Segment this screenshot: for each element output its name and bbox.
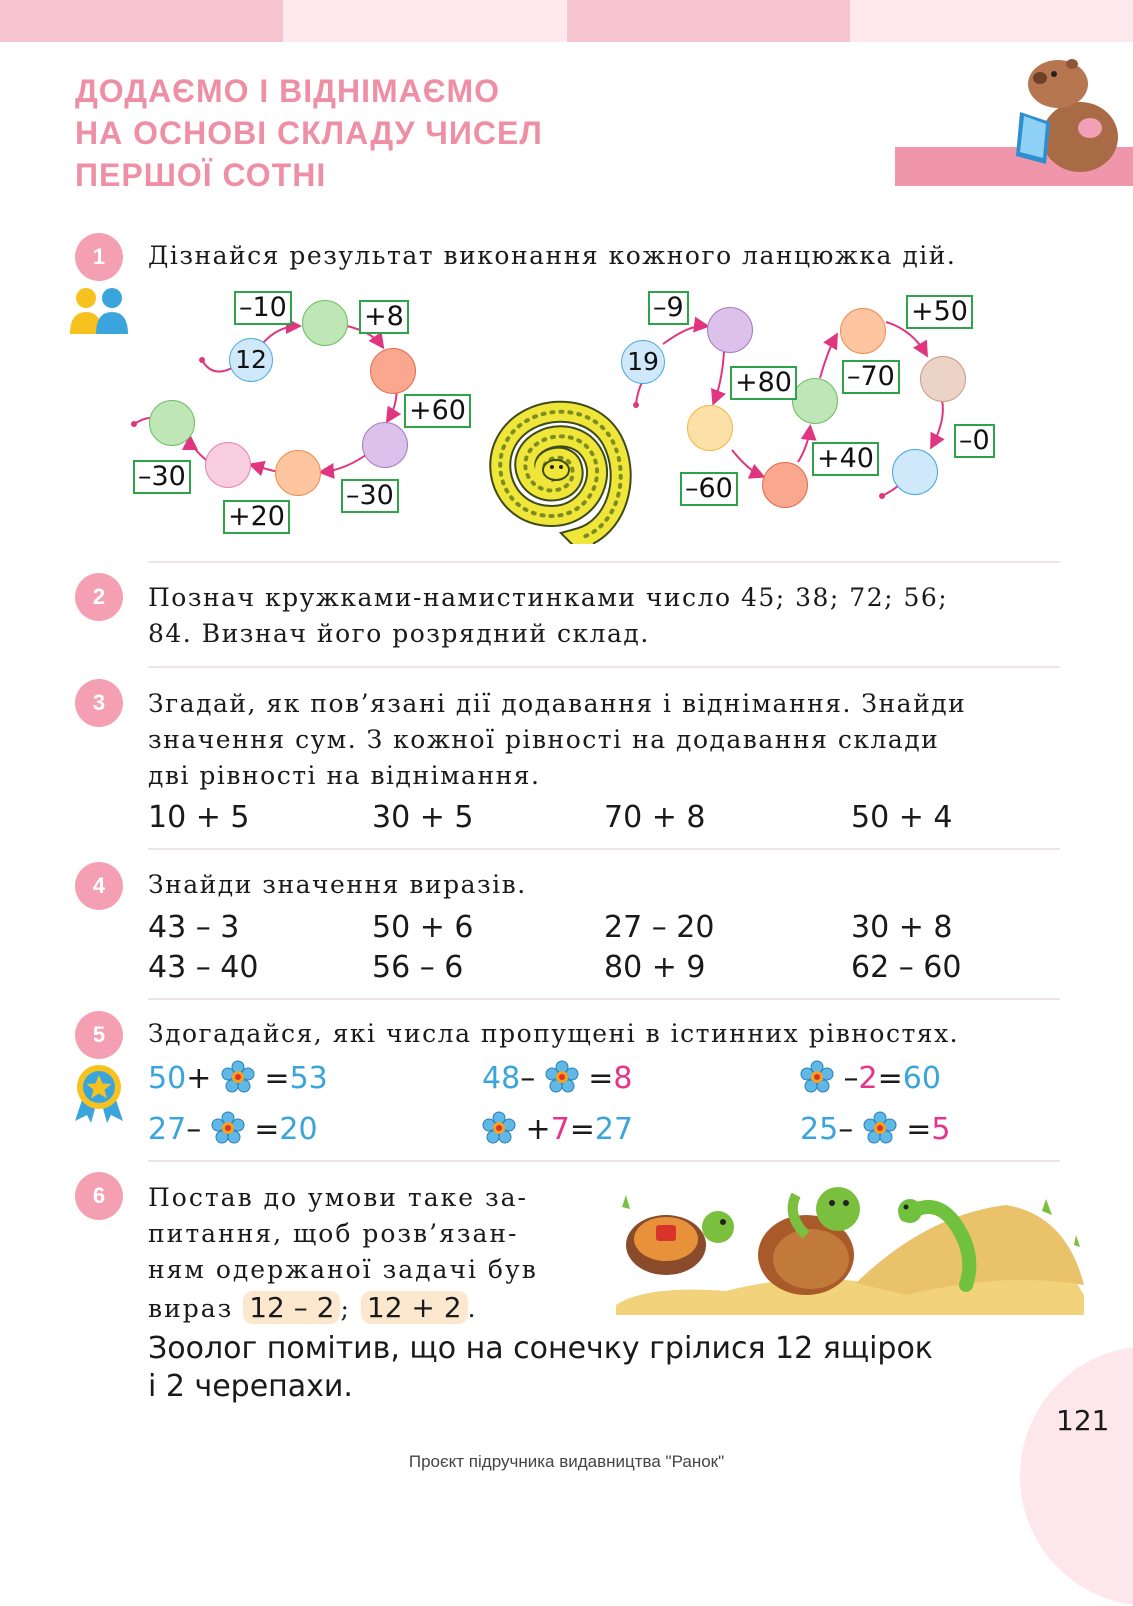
divider (148, 848, 1060, 850)
task6-line: Постав до умови таке за- (148, 1183, 528, 1212)
task6-line: питання, щоб розв’язан- (148, 1219, 519, 1248)
chain2-operation: +50 (906, 295, 973, 329)
semicolon: ; (340, 1294, 351, 1323)
title-line: НА ОСНОВІ СКЛАДУ ЧИСЕЛ (75, 115, 543, 151)
eq-equals: = (264, 1061, 290, 1096)
missing-number-equation (482, 1111, 633, 1147)
eq-equals: = (569, 1112, 595, 1147)
task-number-4: 4 (75, 862, 123, 910)
eq-operator: – (520, 1061, 536, 1096)
flower-blank-icon[interactable] (482, 1111, 516, 1145)
eq-operand: 7 (550, 1112, 570, 1147)
task-number-5: 5 (75, 1011, 123, 1059)
eq-equals: = (877, 1061, 903, 1096)
chain2-operation: –0 (954, 424, 995, 458)
chain2-operation: +80 (730, 366, 797, 400)
divider (148, 1160, 1060, 1162)
snake-illustration (476, 388, 634, 544)
eq-equals: = (588, 1061, 614, 1096)
task-number-1: 1 (75, 233, 123, 281)
task-number-2: 2 (75, 573, 123, 621)
task4-expression: 80 + 9 (604, 950, 706, 985)
task4-expression: 43 – 40 (148, 950, 259, 985)
eq-result: 20 (279, 1112, 318, 1147)
chain1-operation: –30 (341, 479, 399, 513)
flower-blank-icon[interactable] (211, 1111, 245, 1145)
eq-equals: = (906, 1112, 932, 1147)
eq-operator: – (843, 1061, 859, 1096)
task3-expression: 30 + 5 (372, 800, 474, 835)
title-line: ДОДАЄМО І ВІДНІМАЄМО (75, 73, 501, 109)
task3-expression: 50 + 4 (851, 800, 953, 835)
chain1-answer-circle[interactable] (149, 400, 195, 446)
expression-highlight: 12 – 2 (243, 1291, 340, 1324)
chain1-answer-circle[interactable] (302, 300, 348, 346)
task3-text (148, 686, 966, 794)
eq-result: 27 (594, 1112, 634, 1147)
page-corner-decoration (1020, 1346, 1133, 1606)
eq-equals: = (254, 1112, 280, 1147)
chain2-operation: –70 (842, 360, 900, 394)
chain2-operation: –9 (648, 291, 689, 325)
medal-star-icon (73, 1063, 125, 1123)
task4-expression: 30 + 8 (851, 910, 953, 945)
task4-expression: 27 – 20 (604, 910, 715, 945)
task3-line: Згадай, як пов’язані дії додавання і віднімання. Знайди (148, 689, 967, 718)
chain1-answer-circle[interactable] (275, 450, 321, 496)
chain2-answer-circle[interactable] (920, 356, 966, 402)
chain1-operation: +8 (359, 300, 409, 334)
task3-expression: 10 + 5 (148, 800, 250, 835)
chain1-operation: –10 (234, 291, 292, 325)
eq-result: 53 (289, 1061, 328, 1096)
eq-operator: + (525, 1112, 551, 1147)
chain2-operation: +40 (812, 442, 879, 476)
task3-expression: 70 + 8 (604, 800, 706, 835)
page-number: 121 (1056, 1404, 1110, 1437)
chain1-operation: –30 (133, 460, 191, 494)
eq-operand: 48 (482, 1061, 521, 1096)
task6-text (148, 1180, 538, 1327)
flower-blank-icon[interactable] (545, 1060, 579, 1094)
eq-operand: 50 (148, 1061, 187, 1096)
turtles-lizard-illustration (606, 1175, 1086, 1315)
task2-text (148, 580, 948, 652)
task4-expression: 56 – 6 (372, 950, 464, 985)
chain1-start-number: 12 (229, 338, 273, 382)
flower-blank-icon[interactable] (800, 1060, 834, 1094)
footer-note: Проєкт підручника видавництва "Ранок" (408, 1452, 725, 1471)
task1-text: Дізнайся результат виконання кожного ланцюжка дій. (148, 241, 957, 270)
task-number-3: 3 (75, 679, 123, 727)
missing-number-equation (800, 1111, 951, 1147)
task2-line: Познач кружками-намистинками число 45; 38; 72; 56; (148, 583, 949, 612)
chain2-answer-circle[interactable] (792, 378, 838, 424)
chain2-answer-circle[interactable] (687, 405, 733, 451)
flower-blank-icon[interactable] (863, 1111, 897, 1145)
eq-operand: 25 (800, 1112, 839, 1147)
chain1-answer-circle[interactable] (370, 348, 416, 394)
chain1-operation: +20 (223, 500, 290, 534)
chain2-start-number: 19 (621, 340, 665, 384)
task6-condition (148, 1330, 933, 1406)
chain2-answer-circle[interactable] (707, 307, 753, 353)
task5-text: Здогадайся, які числа пропущені в істинних рівностях. (148, 1019, 960, 1048)
task4-text: Знайди значення виразів. (148, 870, 527, 899)
period: . (467, 1294, 478, 1323)
missing-number-equation (148, 1111, 318, 1147)
title-line: ПЕРШОЇ СОТНІ (75, 157, 327, 193)
eq-result: 8 (613, 1061, 633, 1096)
condition-line: Зоолог помітив, що на сонечку грілися 12 ящірок (148, 1331, 933, 1366)
task6-prefix: вираз (148, 1294, 234, 1323)
chain2-operation: –60 (680, 472, 738, 506)
chain2-answer-circle[interactable] (840, 308, 886, 354)
eq-result: 5 (931, 1112, 951, 1147)
eq-operator: – (838, 1112, 854, 1147)
divider (148, 561, 1060, 563)
task6-line: ням одержаної задачі був (148, 1255, 538, 1284)
eq-operand: 27 (148, 1112, 187, 1147)
condition-line: і 2 черепахи. (148, 1369, 353, 1404)
task3-line: значення сум. З кожної рівності на додавання склади (148, 725, 940, 754)
divider (148, 998, 1060, 1000)
chain1-answer-circle[interactable] (362, 422, 408, 468)
task6-line (148, 1290, 538, 1327)
task4-expression: 43 – 3 (148, 910, 240, 945)
flower-blank-icon[interactable] (221, 1060, 255, 1094)
task-number-6: 6 (75, 1172, 123, 1220)
eq-operator: – (186, 1112, 202, 1147)
missing-number-equation (148, 1060, 328, 1096)
task4-expression: 62 – 60 (851, 950, 962, 985)
chain2-answer-circle[interactable] (892, 449, 938, 495)
expression-highlight: 12 + 2 (361, 1291, 468, 1324)
missing-number-equation (482, 1060, 633, 1096)
eq-result: 60 (902, 1061, 941, 1096)
chain1-answer-circle[interactable] (205, 442, 251, 488)
task2-line: 84. Визнач його розрядний склад. (148, 619, 650, 648)
missing-number-equation (800, 1060, 941, 1096)
eq-operand: 2 (858, 1061, 878, 1096)
task4-expression: 50 + 6 (372, 910, 474, 945)
chain1-operation: +60 (404, 394, 471, 428)
task3-line: дві рівності на віднімання. (148, 761, 541, 790)
chain2-answer-circle[interactable] (762, 462, 808, 508)
divider (148, 666, 1060, 668)
eq-operator: + (186, 1061, 212, 1096)
